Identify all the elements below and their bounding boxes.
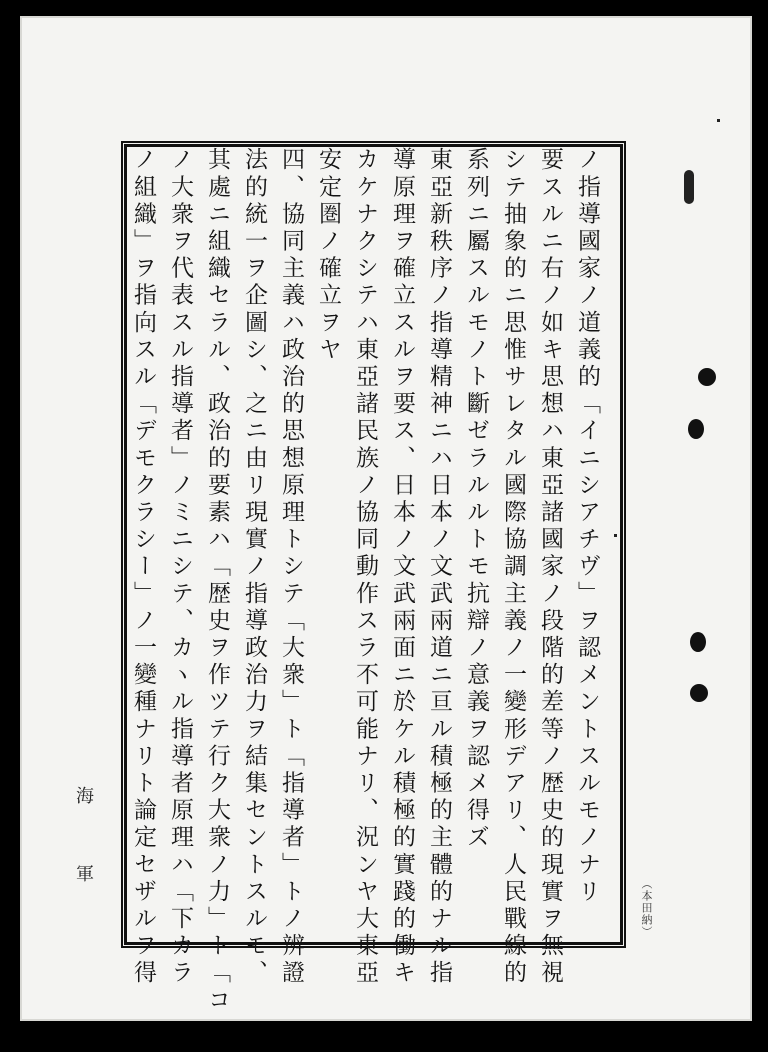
margin-label: 海軍 [73,786,94,942]
text-column-7: カケナクシテハ東亞諸民族ノ協同動作スラ不可能ナリ、況ンヤ大東亞 [352,147,378,988]
dust-speck [717,119,720,122]
binding-hole-2 [688,419,704,439]
text-column-4: 系列ニ屬スルモノト斷ゼラルルトモ抗辯ノ意義ヲ認メ得ズ [463,147,489,852]
text-column-13: ノ組織」ヲ指向スル「デモクラシー」ノ一變種ナリト論定セザルヲ得 [130,147,156,988]
ink-stain [684,170,694,204]
text-column-11: 其處ニ組織セラル、政治的要素ハ「歴史ヲ作ツテ行ク大衆ノ力」ト「コ [204,147,230,1015]
text-column-1: ノ指導國家ノ道義的「イニシアチヴ」ヲ認メントスルモノナリ [574,147,600,906]
text-column-3: シテ抽象的ニ思惟サレタル國際協調主義ノ一變形デアリ、人民戰線的 [500,147,526,988]
binding-hole-4 [690,684,708,702]
dust-speck [614,534,617,537]
text-column-6: 導原理ヲ確立スルヲ要ス、日本ノ文武兩面ニ於ケル積極的實踐的働キ [389,147,415,988]
binding-hole-3 [690,632,706,652]
side-note: （本田納） [640,878,653,938]
text-column-12: ノ大衆ヲ代表スル指導者」ノミニシテ、カヽル指導者原理ハ「下カラ [167,147,193,988]
document-page [20,16,752,1021]
text-column-5: 東亞新秩序ノ指導精神ニハ日本ノ文武兩道ニ亘ル積極的主體的ナル指 [426,147,452,988]
text-column-2: 要スルニ右ノ如キ思想ハ東亞諸國家ノ段階的差等ノ歴史的現實ヲ無視 [537,147,563,988]
text-frame [124,144,623,1015]
text-column-8: 安定圏ノ確立ヲヤ [315,147,341,364]
text-column-10: 法的統一ヲ企圖シ、之ニ由リ現實ノ指導政治力ヲ結集セントスルモ、 [241,147,267,988]
text-column-9: 四、協同主義ハ政治的思想原理トシテ「大衆」ト「指導者」トノ辨證 [278,147,304,988]
binding-hole-1 [698,368,716,386]
